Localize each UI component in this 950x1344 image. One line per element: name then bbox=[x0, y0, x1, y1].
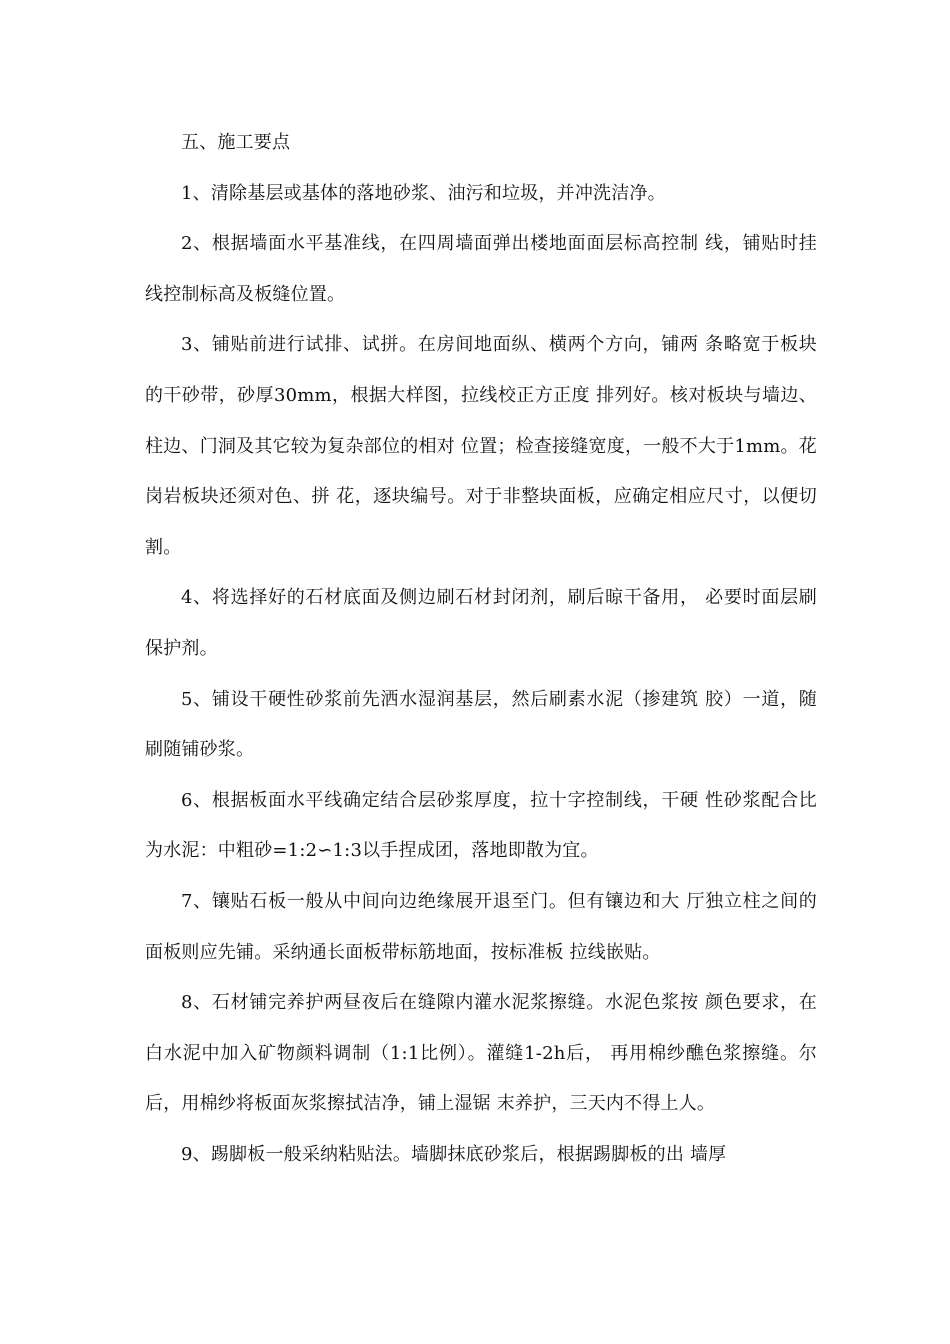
document-page bbox=[145, 118, 817, 1180]
section-heading: 五、施工要点 bbox=[181, 132, 291, 153]
paragraph-8: 8、石材铺完养护两昼夜后在缝隙内灌水泥浆擦缝。水泥色浆按 颜色要求，在白水泥中加入矿物颜料调制（1:1比例）。灌缝1-2h后， 再用棉纱醮色浆擦缝。尔后，用棉纱将板面灰浆擦拭洁净，铺上湿锯 末养护，三天内不得上人。 bbox=[145, 992, 817, 1115]
paragraph-5: 5、铺设干硬性砂浆前先洒水湿润基层，然后刷素水泥（掺建筑 胶）一道，随刷随铺砂浆。 bbox=[145, 688, 817, 761]
paragraph-9: 9、踢脚板一般采纳粘贴法。墙脚抹底砂浆后，根据踢脚板的出 墙厚 bbox=[181, 1143, 727, 1165]
paragraph-7: 7、镶贴石板一般从中间向边绝缘展开退至门。但有镶边和大 厅独立柱之间的面板则应先铺。采纳通长面板带标筋地面，按标准板 拉线嵌贴。 bbox=[145, 890, 817, 963]
paragraph-6: 6、根据板面水平线确定结合层砂浆厚度，拉十字控制线，干硬 性砂浆配合比为水泥：中粗砂=1:2∽1:3以手捏成团，落地即散为宜。 bbox=[145, 789, 817, 862]
paragraph-3: 3、铺贴前进行试排、试拼。在房间地面纵、横两个方向，铺两 条略宽于板块的干砂带，砂厚30mm，根据大样图，拉线校正方正度 排列好。核对板块与墙边、柱边、门洞及其它较为复杂部位的相对 位置；检查接缝宽度，一般不大于1mm。花岗岩板块还须对色、拼 花，逐块编号。对于非整块面板，应确定相应尺寸，以便切割。 bbox=[145, 334, 817, 558]
paragraph-4: 4、将选择好的石材底面及侧边刷石材封闭剂，刷后晾干备用， 必要时面层刷保护剂。 bbox=[145, 587, 817, 659]
paragraph-1: 1、清除基层或基体的落地砂浆、油污和垃圾，并冲洗洁净。 bbox=[181, 182, 666, 204]
paragraph-2: 2、根据墙面水平基准线，在四周墙面弹出楼地面面层标高控制 线，铺贴时挂线控制标高及板缝位置。 bbox=[145, 233, 817, 305]
